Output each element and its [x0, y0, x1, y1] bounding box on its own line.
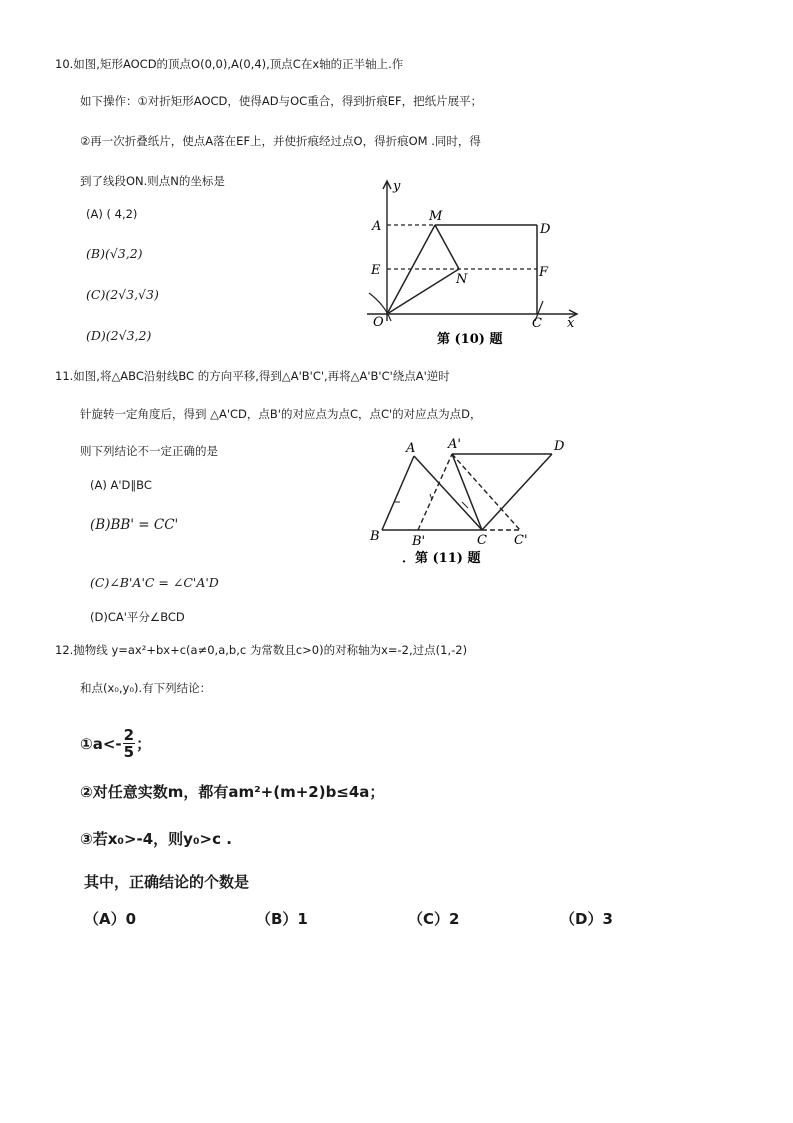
q10-line-1: 10.如图,矩形AOCD的顶点O(0,0),A(0,4),顶点C在x轴的正半轴上.作	[55, 57, 404, 71]
label-e: E	[371, 263, 381, 278]
q10-option-c: (C)(2√3,√3)	[86, 287, 159, 302]
segment-cd	[482, 454, 552, 530]
label-a-prime: A'	[448, 437, 461, 452]
q10-figure	[355, 175, 590, 350]
label-d: D	[540, 222, 551, 237]
q10-line-2: 如下操作：①对折矩形AOCD，使得AD与OC重合，得到折痕EF，把纸片展平；	[80, 94, 483, 108]
figure-11-caption: ．第 (11) 题	[402, 551, 481, 566]
q12-conclusion-1	[80, 727, 151, 763]
q12-c1-prefix: ①a<-	[80, 734, 122, 753]
q10-figure-svg	[355, 175, 590, 350]
label-c: C	[532, 316, 542, 331]
segment-ab	[382, 456, 414, 530]
q10-option-a: (A) ( 4,2)	[86, 207, 138, 221]
label-c: C	[477, 533, 487, 548]
q11-figure	[362, 432, 577, 567]
q12-line-2: 和点(x₀,y₀).有下列结论：	[80, 681, 212, 695]
segment-on	[387, 269, 459, 314]
q12-c1-fraction	[123, 727, 135, 760]
q10-option-d: (D)(2√3,2)	[86, 328, 152, 343]
q11-option-c: (C)∠B'A'C = ∠C'A'D	[90, 575, 219, 590]
q11-option-b: (B)BB' = CC'	[90, 517, 179, 533]
q12-option-b: （B）1	[256, 910, 308, 928]
segment-ac	[414, 456, 482, 530]
label-b-prime: B'	[412, 534, 426, 549]
q11-figure-svg	[362, 432, 577, 567]
q12-c1-denominator: 5	[123, 743, 135, 761]
q10-option-b: (B)(√3,2)	[86, 246, 143, 261]
q11-line-3: 则下列结论不一定正确的是	[80, 444, 218, 458]
label-c-prime: C'	[514, 533, 528, 548]
segment-mn	[435, 225, 459, 269]
q12-c1-suffix: ；	[136, 735, 152, 753]
q11-line-1: 11.如图,将△ABC沿射线BC 的方向平移,得到△A'B'C',再将△A'B'C'绕点A'逆时	[55, 369, 450, 383]
label-a: A	[406, 441, 416, 456]
q12-option-a: （A）0	[84, 910, 137, 928]
q12-summary: 其中，正确结论的个数是	[84, 873, 250, 891]
label-b: B	[370, 529, 380, 544]
q12-option-c: （C）2	[408, 910, 460, 928]
label-o: O	[373, 315, 384, 330]
segment-a1c1	[452, 454, 520, 530]
tick-mark-a1b1	[430, 494, 432, 500]
segment-a1c	[452, 454, 482, 530]
label-x: x	[567, 316, 575, 331]
tick-mark-a1c	[462, 502, 468, 508]
figure-10-caption: 第 (10) 题	[437, 332, 503, 347]
q10-line-3: ②再一次折叠纸片，使点A落在EF上，并使折痕经过点O，得折痕OM .同时，得	[80, 134, 481, 148]
label-m: M	[429, 209, 443, 224]
label-y: y	[393, 179, 401, 194]
label-f: F	[539, 265, 549, 280]
q11-option-a: (A) A'D∥BC	[90, 478, 152, 492]
label-d: D	[554, 439, 565, 454]
q12-conclusion-2: ②对任意实数m，都有am²+(m+2)b≤4a；	[80, 783, 385, 801]
label-n: N	[456, 272, 468, 287]
q11-option-d: (D)CA'平分∠BCD	[90, 610, 185, 624]
q12-line-1: 12.抛物线 y=ax²+bx+c(a≠0,a,b,c 为常数且c>0)的对称轴为x=-2,过点(1,-2)	[55, 643, 468, 657]
q10-line-4: 到了线段ON.则点N的坐标是	[80, 174, 225, 188]
q11-line-2: 针旋转一定角度后，得到 △A'CD，点B'的对应点为点C，点C'的对应点为点D，	[80, 407, 482, 421]
q12-c1-numerator: 2	[123, 726, 135, 744]
label-a: A	[372, 219, 382, 234]
q12-option-d: （D）3	[560, 910, 613, 928]
q12-conclusion-3: ③若x₀>-4，则y₀>c .	[80, 830, 232, 848]
